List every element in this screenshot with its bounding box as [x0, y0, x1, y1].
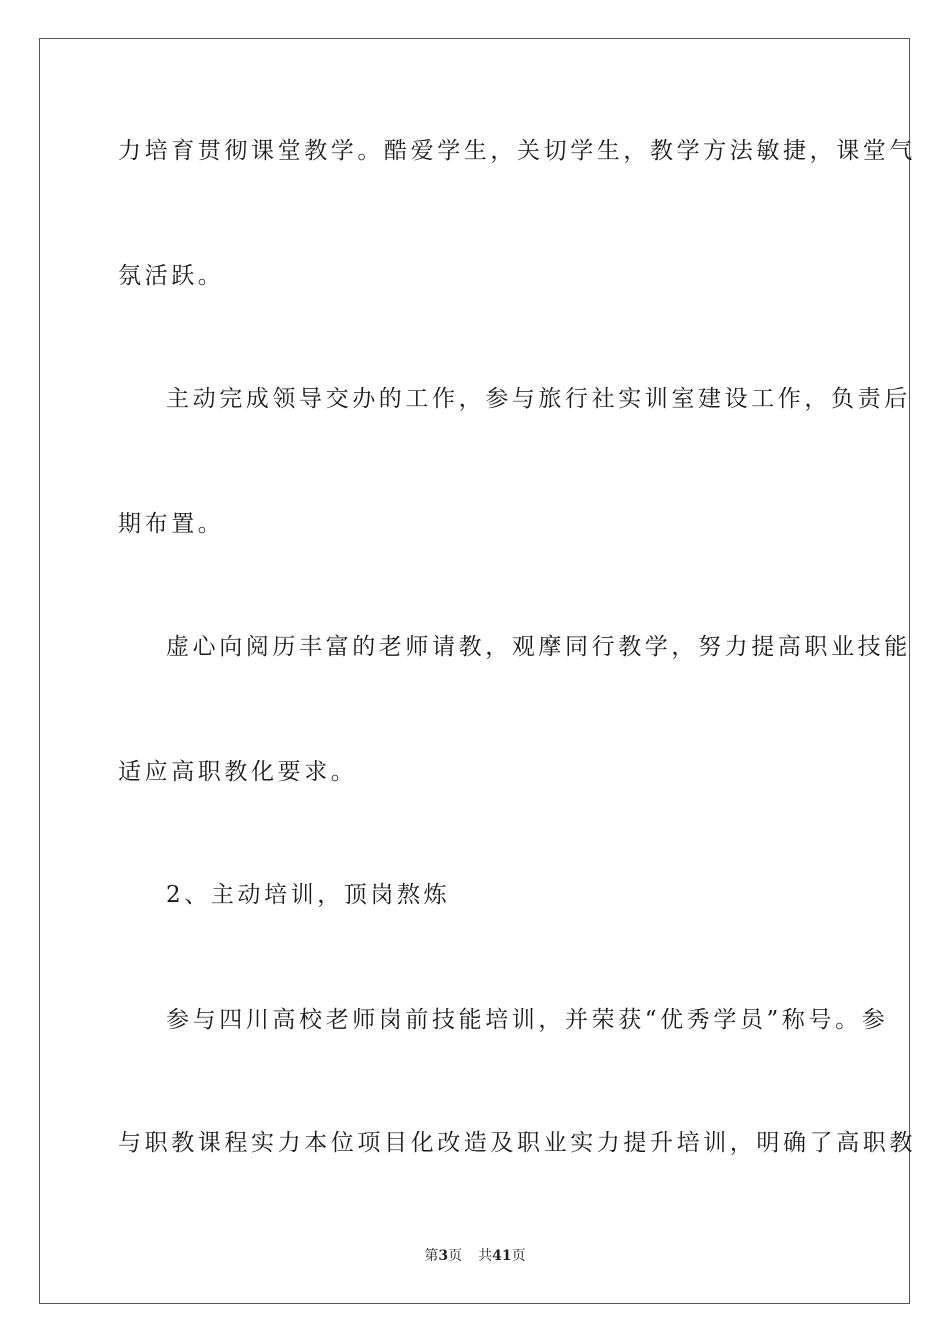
total-suffix: 页: [511, 1248, 526, 1264]
text-line-5: 虚心向阅历丰富的老师请教，观摩同行教学，努力提高职业技能: [166, 634, 911, 660]
page-prefix: 第: [424, 1248, 439, 1264]
page-border: [39, 38, 910, 1304]
total-prefix: 共: [478, 1248, 493, 1264]
text-line-3: 主动完成领导交办的工作，参与旅行社实训室建设工作，负责后: [166, 386, 911, 412]
page-number: 3: [438, 1248, 449, 1264]
text-line-1: 力培育贯彻课堂教学。酷爱学生，关切学生，教学方法敏捷，课堂气: [118, 138, 916, 164]
text-line-9: 与职教课程实力本位项目化改造及职业实力提升培训，明确了高职教: [118, 1130, 916, 1156]
text-line-6: 适应高职教化要求。: [118, 759, 358, 785]
text-line-4: 期布置。: [118, 511, 225, 537]
section-heading: 2、主动培训，顶岗熬炼: [166, 882, 451, 908]
page-suffix: 页: [448, 1248, 463, 1264]
page-footer: [0, 1246, 950, 1266]
text-line-2: 氛活跃。: [118, 263, 225, 289]
total-pages: 41: [492, 1248, 512, 1264]
text-line-8: 参与四川高校老师岗前技能培训，并荣获“优秀学员”称号。参: [166, 1007, 889, 1033]
